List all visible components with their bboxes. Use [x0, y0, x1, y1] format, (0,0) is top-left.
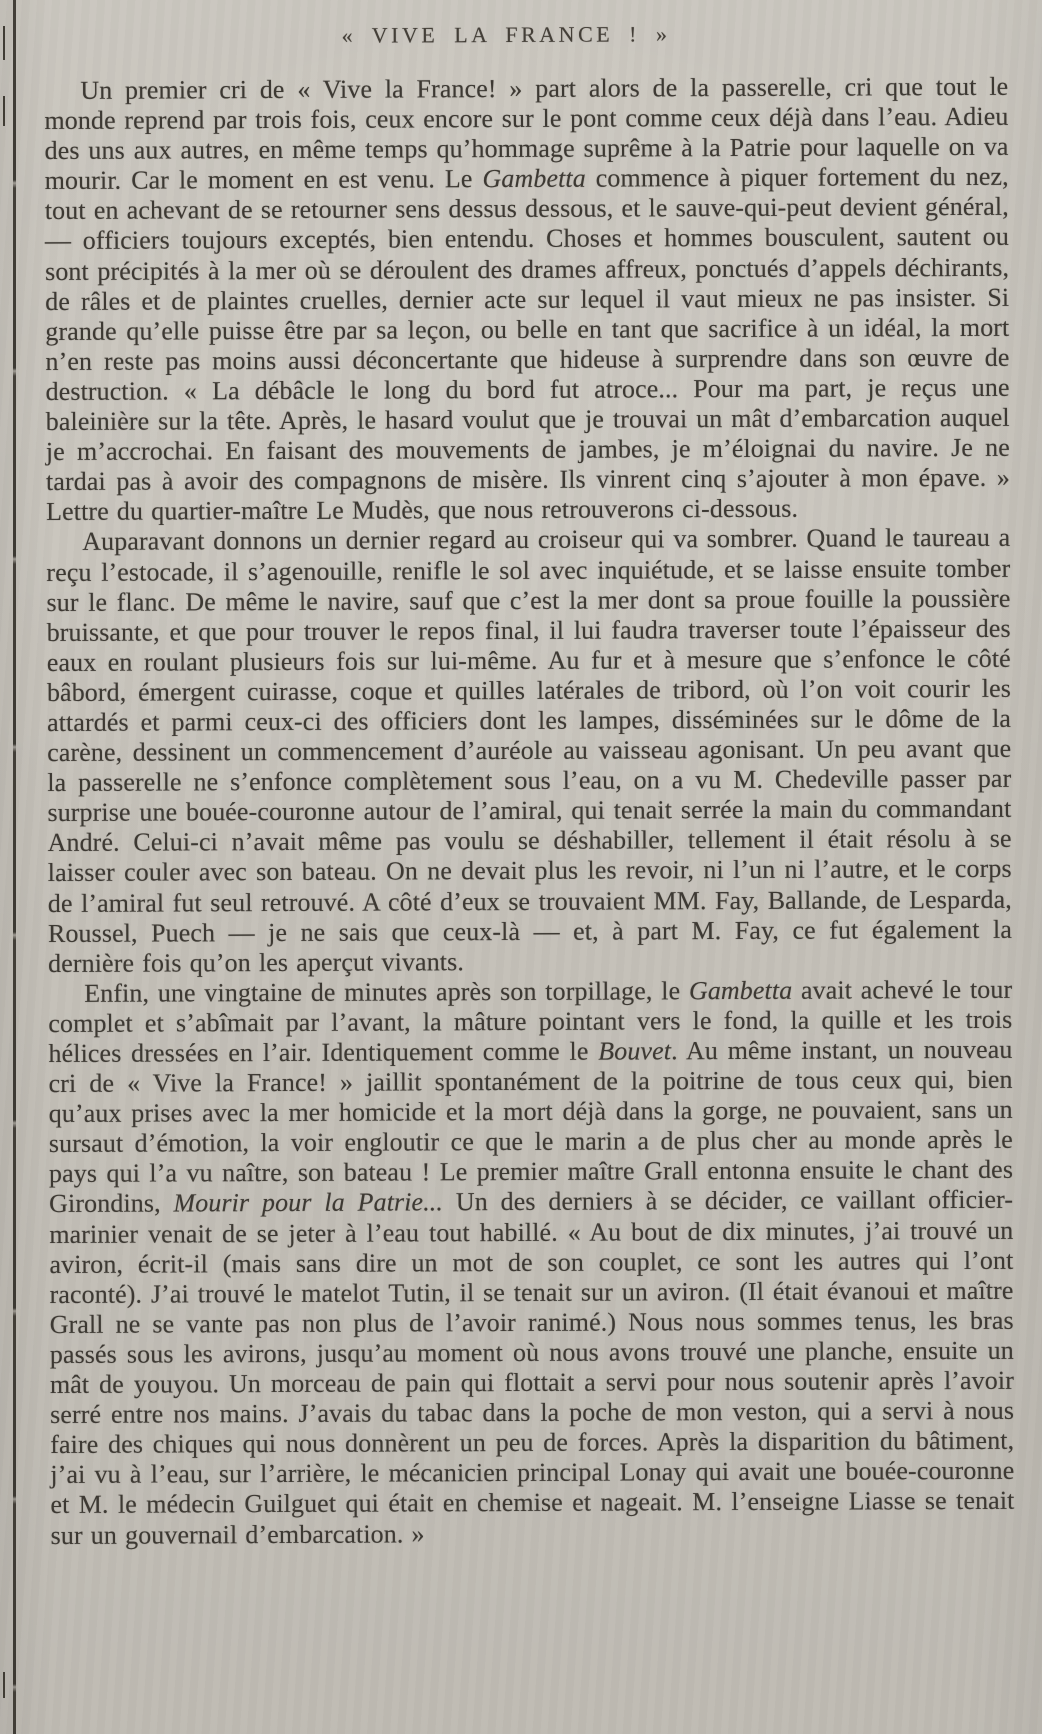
- text-segment: avait achevé le tour complet et s’abîmait par l’avant, la mâture pointant vers le fond, la quille et les trois hélices dressées en l’air. Identiquement comme le: [48, 974, 1013, 1068]
- italic-text-segment: Gambetta: [688, 975, 793, 1006]
- text-segment: commence à piquer fortement du nez, tout en achevant de se retourner sens dessus dessous, et le sauve-qui-peut devient général, — officiers toujours exceptés, bien entendu. Choses et hommes bousculent, sautent ou sont précipités à la mer où se déroulent des drames affreux, ponctués d’appels déchirants, de râles et de plaintes cruelles, dernier acte sur lequel il vaut mieux ne pas insister. Si grande qu’elle puisse être par sa leçon, ou belle en tant que sacrifice à un idéal, la mort n’en reste pas moins aussi déconcertante que hideuse à surprendre dans son œuvre de destruction. « La débâcle le long du bord fut atroce... Pour ma part, je reçus une baleinière sur la tête. Après, le hasard voulut que je trouvai un mât d’embarcation auquel je m’accrochai. En faisant des mouvements de jambes, je m’éloignai du navire. Je ne tardai pas à avoir des compagnons de misère. Ils vinrent cinq s’ajouter à mon épave. » Lettre du quartier-maître Le Mudès, que nous retrouverons ci-dessous.: [44, 162, 1011, 527]
- italic-text-segment: Bouvet: [598, 1036, 672, 1066]
- text-segment: Enfin, une vingtaine de minutes après son torpillage, le: [84, 976, 689, 1008]
- italic-text-segment: Gambetta: [482, 163, 586, 194]
- running-title: « VIVE LA FRANCE ! »: [341, 21, 671, 48]
- text-segment: . Au même instant, un nouveau cri de « Vive la France! » jaillit spontanément de la poitrine de tous ceux qui, bien qu’aux prises avec la mer homicide et la mort déjà dans la gorge, ne pouvaient, sans un sursaut d’émotion, la voir engloutir ce que le marin a de plus cher au monde après le pays qui l’a vu naître, son bateau ! Le premier maître Grall entonna ensuite le chant des Girondins,: [48, 1034, 1014, 1219]
- italic-text-segment: Mourir pour la Patrie...: [173, 1187, 444, 1218]
- scan-artifact-tick: [3, 1672, 5, 1698]
- text-segment: Un premier cri de « Vive la France! » part alors de la passerelle, cri que tout le monde reprend par trois fois, ceux encore sur le pont comme ceux déjà dans l’eau. Adieu des uns aux autres, en même temps qu’hommage suprême à la Patrie pour laquelle on va mourir. Car le moment en est venu. Le: [44, 71, 1009, 196]
- paragraph-2: [46, 523, 1012, 979]
- text-segment: Auparavant donnons un dernier regard au croiseur qui va sombrer. Quand le taureau a reçu l’estocade, il s’agenouille, renifle le sol avec inquiétude, et se laisse ensuite tomber sur le flanc. De même le navire, sauf que c’est la mer dont sa proue fouille la poussière bruissante, et que pour trouver le repos final, il lui faudra traverser toute l’épaisseur des eaux en roulant plusieurs fois sur lui-même. Au fur et à mesure que s’enfonce le côté bâbord, émergent cuirasse, coque et quilles latérales de tribord, où l’on voit courir les attardés et parmi ceux-ci des officiers dont les lampes, disséminées sur le dôme de la carène, dessinent un commencement d’auréole au vaisseau agonisant. Un peu avant que la passerelle ne s’enfonce complètement sous l’eau, on a vu M. Chedeville passer par surprise une bouée-couronne autour de l’amiral, qui tenait serrée la main du commandant André. Celui-ci n’avait même pas voulu se déshabiller, tellement il était résolu à se laisser couler avec son bateau. On ne devait plus les revoir, ni l’un ni l’autre, et le corps de l’amiral fut seul retrouvé. A côté d’eux se trouvaient MM. Fay, Ballande, de Lesparda, Roussel, Puech — je ne sais que ceux-là — et, à part M. Fay, ce fut également la dernière fois qu’on les aperçut vivants.: [46, 523, 1013, 978]
- page-edge-line: [13, 0, 16, 1734]
- scan-artifact-tick: [3, 26, 5, 60]
- scan-artifact-tick: [3, 96, 5, 126]
- paragraph-3: [48, 975, 1014, 1551]
- page-content: [44, 20, 1015, 1551]
- text-segment: Un des derniers à se décider, ce vaillant officier-marinier venait de se jeter à l’eau tout habillé. « Au bout de dix minutes, j’ai trouvé un aviron, écrit-il (mais sans dire un mot de son couplet, ce sont les autres qui l’ont raconté). J’ai trouvé le matelot Tutin, il se tenait sur un aviron. (Il était évanoui et maître Grall ne se vante pas non plus de l’avoir ranimé.) Nous nous sommes tenus, les bras passés sous les avirons, jusqu’au moment où nous avons trouvé une planche, ensuite un mât de youyou. Un morceau de pain qui flottait a servi pour nous soutenir après l’avoir serré entre nos mains. J’avais du tabac dans la poche de mon veston, qui a servi à nous faire des chiques qui nous donnèrent un peu de forces. Après la disparition du bâtiment, j’ai vu à l’eau, sur l’arrière, le mécanicien principal Lonay qui avait une bouée-couronne et M. le médecin Guilguet qui était en chemise et nageait. M. l’enseigne Liasse se tenait sur un gouvernail d’embarcation. »: [49, 1185, 1015, 1550]
- paragraph-1: [44, 72, 1010, 528]
